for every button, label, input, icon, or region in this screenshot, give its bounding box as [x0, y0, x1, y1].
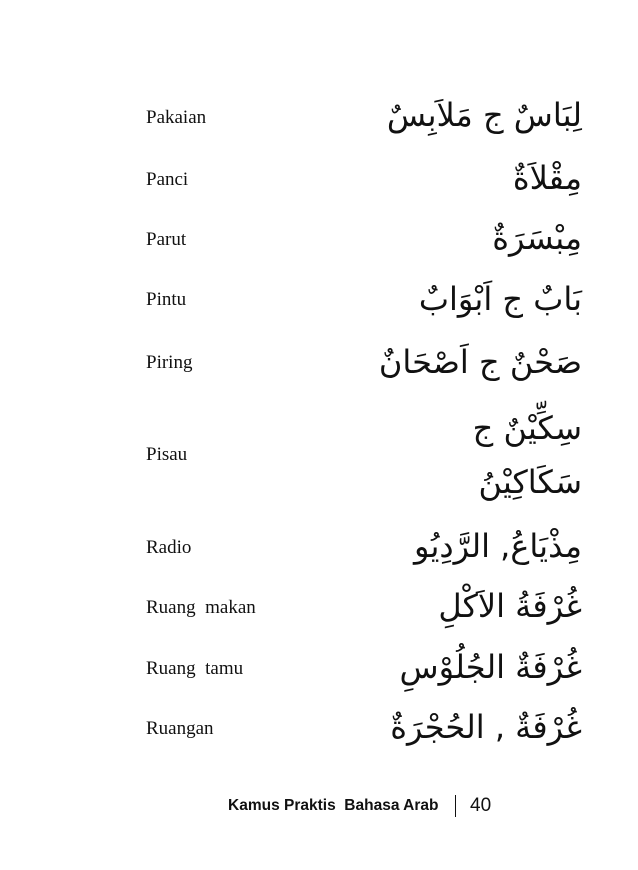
indonesian-term: Piring: [146, 352, 193, 373]
arabic-term: مِذْيَاعُ, الرَّدِيُو: [413, 527, 582, 565]
arabic-term: مِبْسَرَةٌ: [492, 219, 582, 257]
indonesian-term: Ruang tamu: [146, 658, 244, 679]
arabic-term: سِكِّيْنٌ ج: [472, 409, 582, 447]
indonesian-term: Ruangan: [146, 718, 214, 739]
indonesian-term: Panci: [146, 169, 189, 190]
arabic-term: غُرْفَةٌ الجُلُوْسِ: [399, 648, 582, 686]
page-footer: [228, 790, 491, 822]
indonesian-term: Radio: [146, 537, 192, 558]
arabic-plural: سَكَاكِيْنُ: [478, 463, 582, 501]
indonesian-term: Parut: [146, 229, 187, 250]
indonesian-term: Ruang makan: [146, 597, 256, 618]
arabic-term: مِقْلاَةٌ: [512, 159, 582, 197]
indonesian-term: Pintu: [146, 289, 187, 310]
book-title: Kamus Praktis Bahasa Arab: [228, 797, 439, 814]
arabic-term: صَحْنٌ ج اَصْحَانٌ: [378, 343, 582, 381]
page-number: 40: [470, 795, 492, 816]
indonesian-term: Pisau: [146, 444, 188, 465]
indonesian-term: Pakaian: [146, 107, 207, 128]
arabic-term: لِبَاسٌ ج مَلاَبِسٌ: [386, 96, 582, 134]
footer-divider: [455, 795, 457, 817]
arabic-term: غُرْفَةُ الاَكْلِ: [438, 587, 582, 625]
arabic-term: غُرْفَةٌ , الحُجْرَةٌ: [390, 708, 582, 746]
arabic-term: بَابٌ ج اَبْوَابٌ: [418, 280, 582, 318]
